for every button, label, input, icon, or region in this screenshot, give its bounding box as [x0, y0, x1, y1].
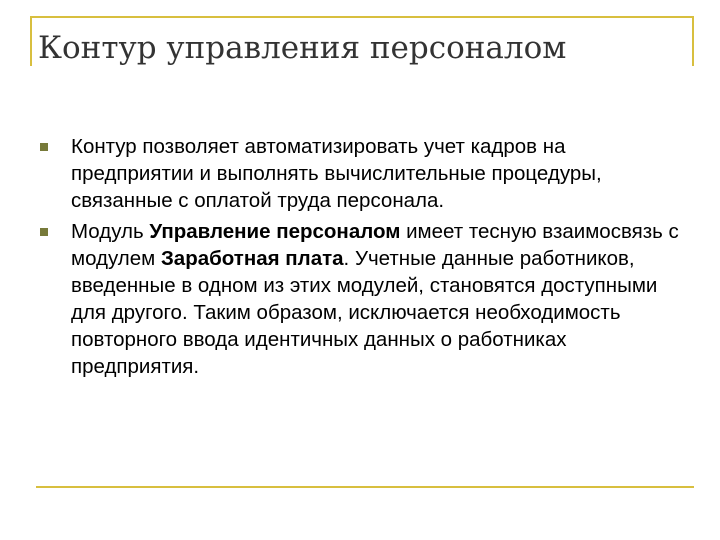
- module-name-hr: Управление персоналом: [149, 220, 401, 243]
- bullet-text-part: Модуль: [71, 220, 150, 243]
- slide-title: Контур управления персоналом: [38, 30, 567, 66]
- bullet-item: [40, 218, 680, 380]
- bullet-list: [40, 133, 680, 384]
- bullet-item: [40, 133, 680, 214]
- bullet-text: Контур позволяет автоматизировать учет кадров на предприятии и выполнять вычислительные процедуры, связанные с оплатой труда персонала.: [71, 135, 602, 212]
- left-border-line: [30, 16, 32, 66]
- module-name-payroll: Заработная плата: [160, 247, 344, 270]
- bottom-border-line: [36, 486, 694, 488]
- top-border-line: [30, 16, 694, 18]
- square-bullet-icon: [40, 228, 48, 236]
- bullet-text-part: имеет тесную взаимосвязь с модулем: [71, 220, 679, 270]
- right-border-line: [692, 16, 694, 66]
- square-bullet-icon: [40, 143, 48, 151]
- bullet-text-part: . Учетные данные работников, введенные в одном из этих модулей, становятся доступными для другого. Таким образом, исключается необходимость повторного ввода идентичных данных о работниках предприятия.: [71, 247, 658, 378]
